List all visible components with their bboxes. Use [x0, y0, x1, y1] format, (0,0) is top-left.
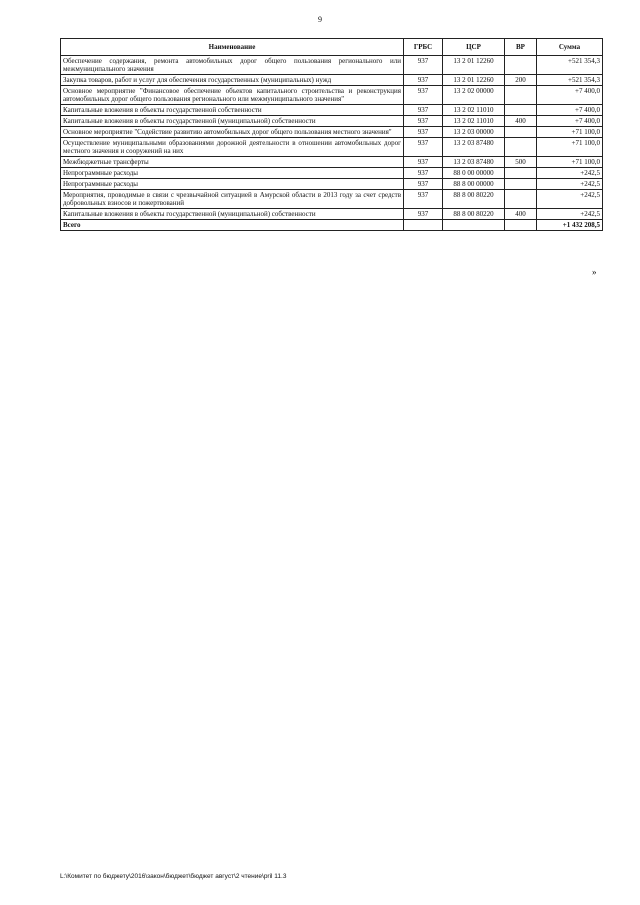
row-vr: 500 — [505, 157, 537, 168]
row-vr: 400 — [505, 209, 537, 220]
total-vr — [505, 220, 537, 231]
row-csr: 13 2 03 87480 — [443, 138, 505, 157]
row-vr — [505, 56, 537, 75]
row-csr: 88 0 00 00000 — [443, 168, 505, 179]
row-name: Основное мероприятие "Содействие развитию автомобильных дорог общего пользования местного значения" — [61, 127, 404, 138]
table-row — [61, 168, 603, 179]
row-csr: 13 2 02 11010 — [443, 116, 505, 127]
row-sum: +242,5 — [537, 179, 603, 190]
row-sum: +7 400,0 — [537, 116, 603, 127]
row-sum: +7 400,0 — [537, 105, 603, 116]
header-grbs: ГРБС — [404, 39, 443, 56]
row-name: Закупка товаров, работ и услуг для обеспечения государственных (муниципальных) нужд — [61, 75, 404, 86]
row-vr — [505, 138, 537, 157]
table-row — [61, 105, 603, 116]
table-row — [61, 86, 603, 105]
row-sum: +71 100,0 — [537, 138, 603, 157]
row-sum: +521 354,3 — [537, 56, 603, 75]
row-sum: +71 100,0 — [537, 157, 603, 168]
row-vr — [505, 105, 537, 116]
row-grbs: 937 — [404, 105, 443, 116]
row-grbs: 937 — [404, 56, 443, 75]
row-sum: +242,5 — [537, 168, 603, 179]
row-vr: 200 — [505, 75, 537, 86]
total-sum: +1 432 208,5 — [537, 220, 603, 231]
row-name: Межбюджетные трансферты — [61, 157, 404, 168]
row-grbs: 937 — [404, 127, 443, 138]
row-grbs: 937 — [404, 179, 443, 190]
row-grbs: 937 — [404, 209, 443, 220]
table-row — [61, 116, 603, 127]
header-name: Наименование — [61, 39, 404, 56]
row-csr: 13 2 02 11010 — [443, 105, 505, 116]
table-row — [61, 75, 603, 86]
table-row — [61, 209, 603, 220]
row-vr — [505, 179, 537, 190]
table-row — [61, 56, 603, 75]
row-sum: +242,5 — [537, 190, 603, 209]
row-name: Капитальные вложения в объекты государственной (муниципальной) собственности — [61, 209, 404, 220]
row-grbs: 937 — [404, 75, 443, 86]
row-grbs: 937 — [404, 190, 443, 209]
row-grbs: 937 — [404, 168, 443, 179]
total-grbs — [404, 220, 443, 231]
header-sum: Сумма — [537, 39, 603, 56]
total-row — [61, 220, 603, 231]
table-row — [61, 127, 603, 138]
row-name: Капитальные вложения в объекты государственной собственности — [61, 105, 404, 116]
row-vr — [505, 190, 537, 209]
row-grbs: 937 — [404, 157, 443, 168]
row-csr: 88 8 00 00000 — [443, 179, 505, 190]
budget-table — [60, 38, 603, 231]
row-name: Капитальные вложения в объекты государственной (муниципальной) собственности — [61, 116, 404, 127]
row-name: Непрограммные расходы — [61, 179, 404, 190]
row-sum: +521 354,3 — [537, 75, 603, 86]
row-csr: 13 2 03 87480 — [443, 157, 505, 168]
closing-quote: » — [592, 267, 597, 277]
total-label: Всего — [61, 220, 404, 231]
row-csr: 13 2 01 12260 — [443, 75, 505, 86]
row-csr: 88 8 00 80220 — [443, 209, 505, 220]
table-row — [61, 179, 603, 190]
total-csr — [443, 220, 505, 231]
page-number: 9 — [318, 15, 322, 24]
row-vr: 400 — [505, 116, 537, 127]
row-grbs: 937 — [404, 138, 443, 157]
row-sum: +7 400,0 — [537, 86, 603, 105]
row-csr: 88 8 00 80220 — [443, 190, 505, 209]
row-name: Непрограммные расходы — [61, 168, 404, 179]
row-csr: 13 2 01 12260 — [443, 56, 505, 75]
header-csr: ЦСР — [443, 39, 505, 56]
table-row — [61, 157, 603, 168]
header-vr: ВР — [505, 39, 537, 56]
row-vr — [505, 168, 537, 179]
table-row — [61, 138, 603, 157]
row-name: Обеспечение содержания, ремонта автомобильных дорог общего пользования регионального или межмуниципального значения — [61, 56, 404, 75]
row-grbs: 937 — [404, 86, 443, 105]
row-vr — [505, 86, 537, 105]
row-name: Мероприятия, проводимые в связи с чрезвычайной ситуацией в Амурской области в 2013 году за счет средств добровольных взносов и пожертвований — [61, 190, 404, 209]
row-sum: +71 100,0 — [537, 127, 603, 138]
row-vr — [505, 127, 537, 138]
row-csr: 13 2 02 00000 — [443, 86, 505, 105]
table-row — [61, 190, 603, 209]
row-grbs: 937 — [404, 116, 443, 127]
row-name: Основное мероприятие "Финансовое обеспечение объектов капитального строительства и реконструкция автомобильных дорог общего пользования регионального или межмуниципального значения" — [61, 86, 404, 105]
row-csr: 13 2 03 00000 — [443, 127, 505, 138]
table-header-row — [61, 39, 603, 56]
row-name: Осуществление муниципальными образованиями дорожной деятельности в отношении автомобильных дорог местного значения и сооружений на них — [61, 138, 404, 157]
file-path-footer: L:\Комитет по бюджету\2016\закон\бюджет\бюджет август\2 чтение\pril 11.3 — [60, 873, 287, 880]
row-sum: +242,5 — [537, 209, 603, 220]
